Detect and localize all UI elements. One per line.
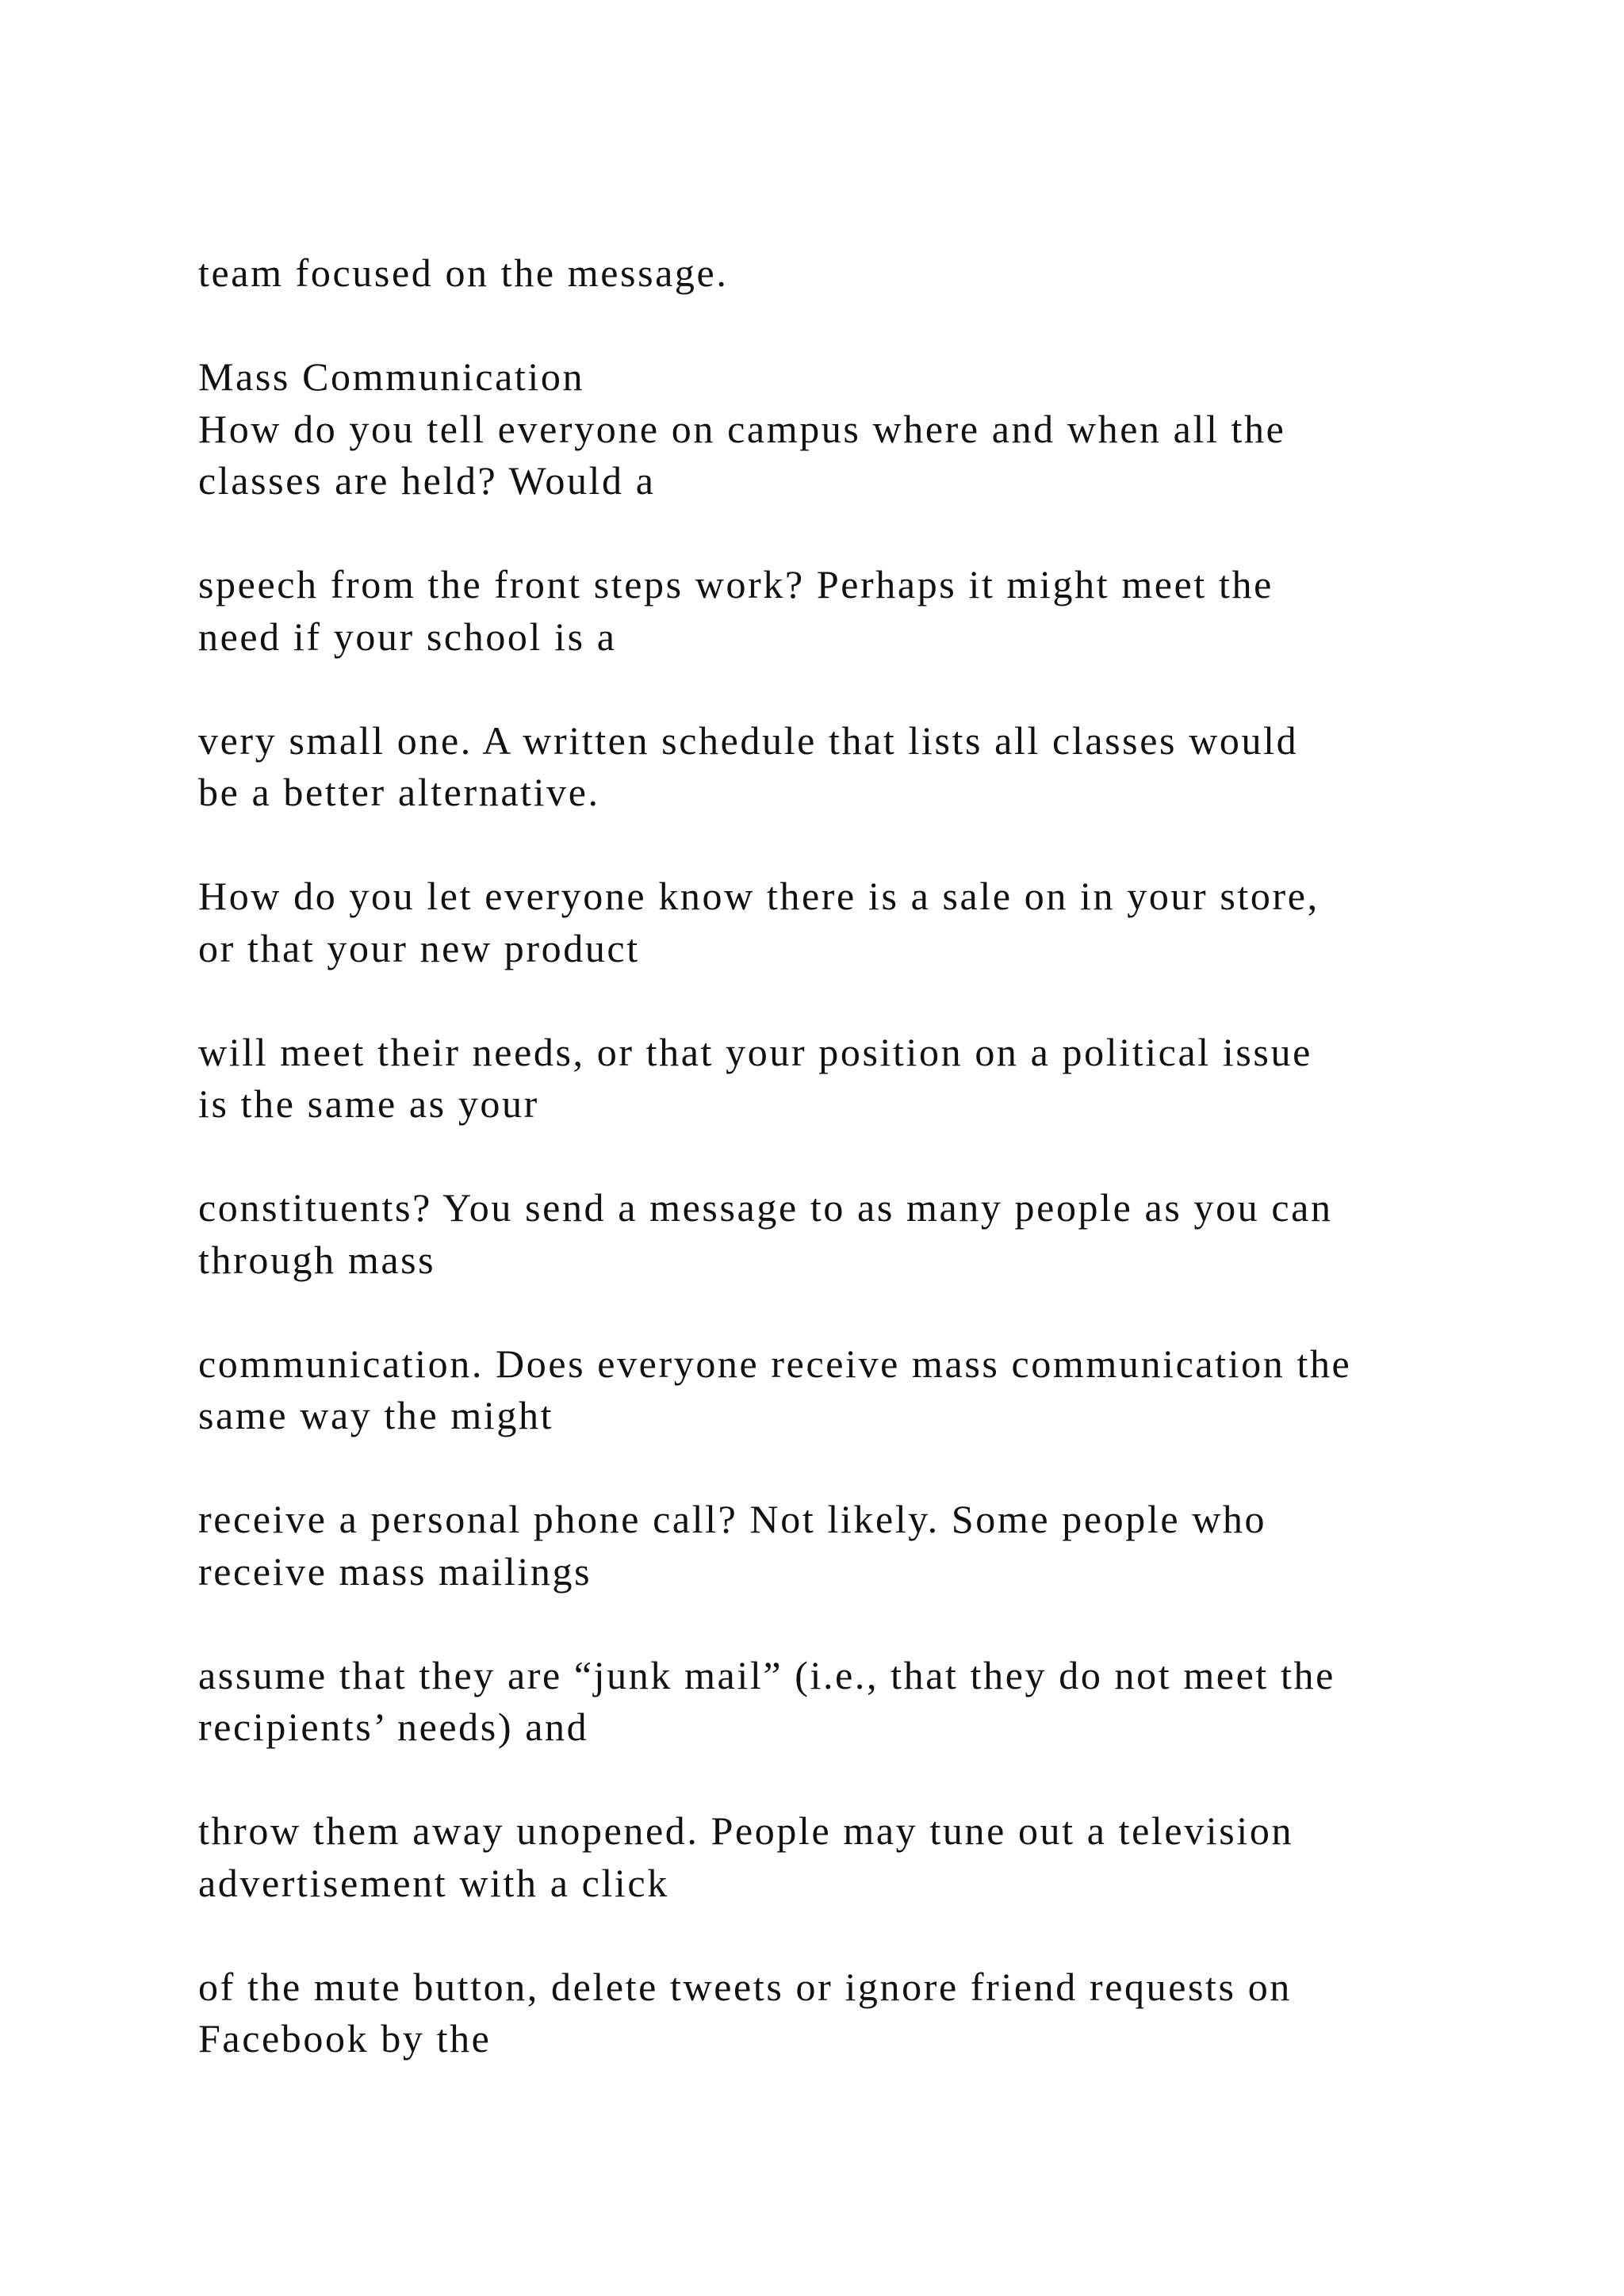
document-body <box>198 247 1499 2065</box>
text-line: team focused on the message. <box>198 251 729 295</box>
paragraph-gap <box>198 663 1499 715</box>
text-line: will meet their needs, or that your position on a political issue <box>198 1029 1312 1074</box>
text-line: through mass <box>198 1237 436 1282</box>
text-line: throw them away unopened. People may tune out a television <box>198 1808 1294 1853</box>
text-line: or that your new product <box>198 925 640 970</box>
paragraph-gap <box>198 1131 1499 1183</box>
text-line: of the mute button, delete tweets or ignore friend requests on <box>198 1964 1292 2009</box>
paragraph-gap <box>198 1286 1499 1338</box>
section-heading: Mass Communication <box>198 354 585 399</box>
text-line: advertisement with a click <box>198 1860 669 1905</box>
text-line: receive mass mailings <box>198 1548 592 1594</box>
text-line: constituents? You send a message to as many people as you can <box>198 1185 1333 1230</box>
text-line: classes are held? Would a <box>198 458 656 503</box>
paragraph-gap <box>198 1909 1499 1961</box>
text-line: is the same as your <box>198 1081 539 1126</box>
text-line: be a better alternative. <box>198 770 600 814</box>
paragraph-gap <box>198 1754 1499 1806</box>
text-line: How do you tell everyone on campus where and when all the <box>198 406 1286 451</box>
text-line: need if your school is a <box>198 614 617 659</box>
paragraph-gap <box>198 819 1499 871</box>
paragraph-gap <box>198 507 1499 560</box>
text-line: assume that they are “junk mail” (i.e., that they do not meet the <box>198 1652 1335 1697</box>
text-line: same way the might <box>198 1393 554 1437</box>
paragraph-gap <box>198 300 1499 352</box>
paragraph-gap <box>198 1598 1499 1650</box>
paragraph-gap <box>198 974 1499 1027</box>
paragraph-gap <box>198 1442 1499 1494</box>
text-line: speech from the front steps work? Perhaps it might meet the <box>198 562 1274 607</box>
text-line: communication. Does everyone receive mass communication the <box>198 1341 1352 1386</box>
text-line: receive a personal phone call? Not likely. Some people who <box>198 1497 1267 1541</box>
text-line: recipients’ needs) and <box>198 1705 589 1749</box>
text-line: Facebook by the <box>198 2016 492 2061</box>
text-line: very small one. A written schedule that lists all classes would <box>198 718 1299 763</box>
text-line: How do you let everyone know there is a sale on in your store, <box>198 874 1320 918</box>
